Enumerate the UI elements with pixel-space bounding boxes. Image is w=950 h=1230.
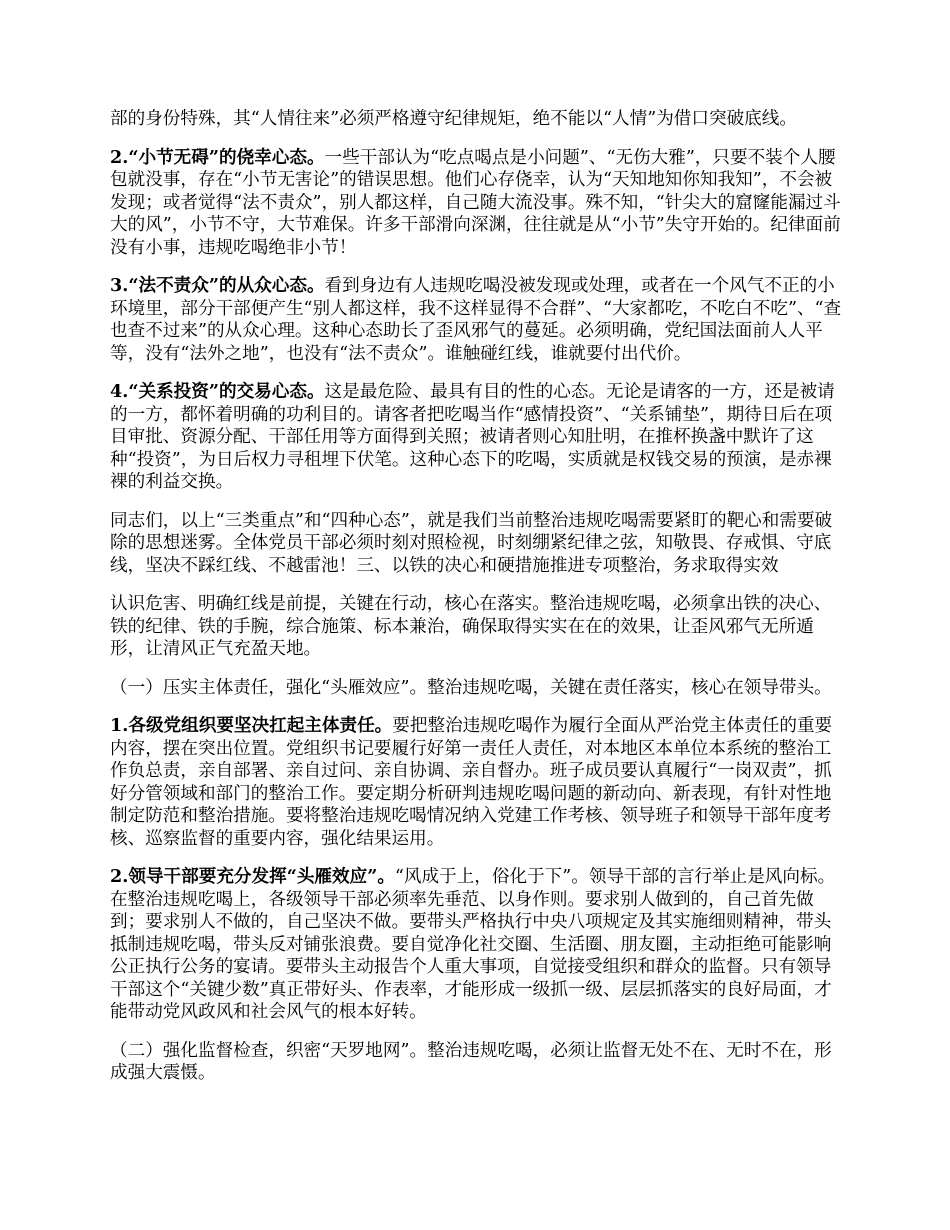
- paragraph-8: [110, 715, 842, 850]
- paragraph-3: [110, 275, 842, 365]
- paragraph-7: [110, 677, 842, 700]
- paragraph-text: 看到身边有人违规吃喝没被发现或处理，或者在一个风气不正的小环境里，部分干部便产生“别人都这样，我不这样显得不合群”、“大家都吃，不吃白不吃”、“查也查不过来”的从众心理。这种心态助长了歪风邪气的蔓延。必须明确，党纪国法面前人人平等，没有“法外之地”，也没有“法不责众”。谁触碰红线，谁就要付出代价。: [110, 276, 842, 364]
- paragraph-text: 同志们，以上“三类重点”和“四种心态”，就是我们当前整治违规吃喝需要紧盯的靶心和需要破除的思想迷雾。全体党员干部必须时刻对照检视，时刻绷紧纪律之弦，知敬畏、存戒惧、守底线，坚决不踩红线、不越雷池！三、以铁的决心和硬措施推进专项整治，务求取得实效: [110, 510, 833, 576]
- paragraph-lead: 1.各级党组织要坚决扛起主体责任。: [110, 715, 393, 736]
- paragraph-text: 部的身份特殊，其“人情往来”必须严格遵守纪律规矩，绝不能以“人情”为借口突破底线。: [110, 109, 797, 129]
- paragraph-text: “风成于上，俗化于下”。领导干部的言行举止是风向标。在整治违规吃喝上，各级领导干部必须率先垂范、以身作则。要求别人做到的，自己首先做到；要求别人不做的，自己坚决不做。要带头严格执行中央八项规定及其实施细则精神，带头抵制违规吃喝，带头反对铺张浪费。要自觉净化社交圈、生活圈、朋友圈，主动拒绝可能影响公正执行公务的宴请。要带头主动报告个人重大事项，自觉接受组织和群众的监督。只有领导干部这个“关键少数”真正带好头、作表率，才能形成一级抓一级、层层抓落实的良好局面，才能带动党风政风和社会风气的根本好转。: [110, 867, 836, 1022]
- paragraph-5: [110, 510, 842, 578]
- paragraph-1: [110, 108, 842, 131]
- document-page: [110, 108, 842, 1101]
- paragraph-lead: 4.“关系投资”的交易心态。: [110, 381, 325, 402]
- paragraph-text: 一些干部认为“吃点喝点是小问题”、“无伤大雅”，只要不装个人腰包就没事，存在“小节无害论”的错误思想。他们心存侥幸，认为“天知地知你知我知”，不会被发现；或者觉得“法不责众”，别人都这样，自己随大流没事。殊不知，“针尖大的窟窿能漏过斗大的风”，小节不守，大节难保。许多干部滑向深渊，往往就是从“小节”失守开始的。纪律面前没有小事，违规吃喝绝非小节！: [110, 147, 841, 258]
- paragraph-4: [110, 381, 842, 494]
- paragraph-lead: 3.“法不责众”的从众心态。: [110, 275, 325, 296]
- paragraph-lead: 2.领导干部要充分发挥“头雁效应”。: [110, 866, 395, 887]
- paragraph-10: [110, 1040, 842, 1085]
- paragraph-text: （一）压实主体责任，强化“头雁效应”。整治违规吃喝，关键在责任落实，核心在领导带头。: [110, 677, 832, 698]
- paragraph-text: 认识危害、明确红线是前提，关键在行动，核心在落实。整治违规吃喝，必须拿出铁的决心、铁的纪律、铁的手腕，综合施策、标本兼治，确保取得实实在在的效果，让歪风邪气无所遁形，让清风正气充盈天地。: [110, 594, 832, 659]
- paragraph-6: [110, 593, 842, 661]
- paragraph-2: [110, 147, 842, 260]
- paragraph-text: 这是最危险、最具有目的性的心态。无论是请客的一方，还是被请的一方，都怀着明确的功利目的。请客者把吃喝当作“感情投资”、“关系铺垫”，期待日后在项目审批、资源分配、干部任用等方面得到关照；被请者则心知肚明，在推杯换盏中默许了这种“投资”，为日后权力寻租埋下伏笔。这种心态下的吃喝，实质就是权钱交易的预演，是赤裸裸的利益交换。: [110, 382, 835, 492]
- paragraph-lead: 2.“小节无碍”的侥幸心态。: [110, 146, 325, 168]
- paragraph-9: [110, 866, 842, 1024]
- paragraph-text: 要把整治违规吃喝作为履行全面从严治党主体责任的重要内容，摆在突出位置。党组织书记要履行好第一责任人责任，对本地区本单位本系统的整治工作负总责，亲自部署、亲自过问、亲自协调、亲自督办。班子成员要认真履行“一岗双责”，抓好分管领域和部门的整治工作。要定期分析研判违规吃喝问题的新动向、新表现，有针对性地制定防范和整治措施。要将整治违规吃喝情况纳入党建工作考核、领导班子和领导干部年度考核、巡察监督的重要内容，强化结果运用。: [110, 716, 833, 849]
- paragraph-text: （二）强化监督检查，织密“天罗地网”。整治违规吃喝，必须让监督无处不在、无时不在，形成强大震慑。: [110, 1040, 832, 1083]
